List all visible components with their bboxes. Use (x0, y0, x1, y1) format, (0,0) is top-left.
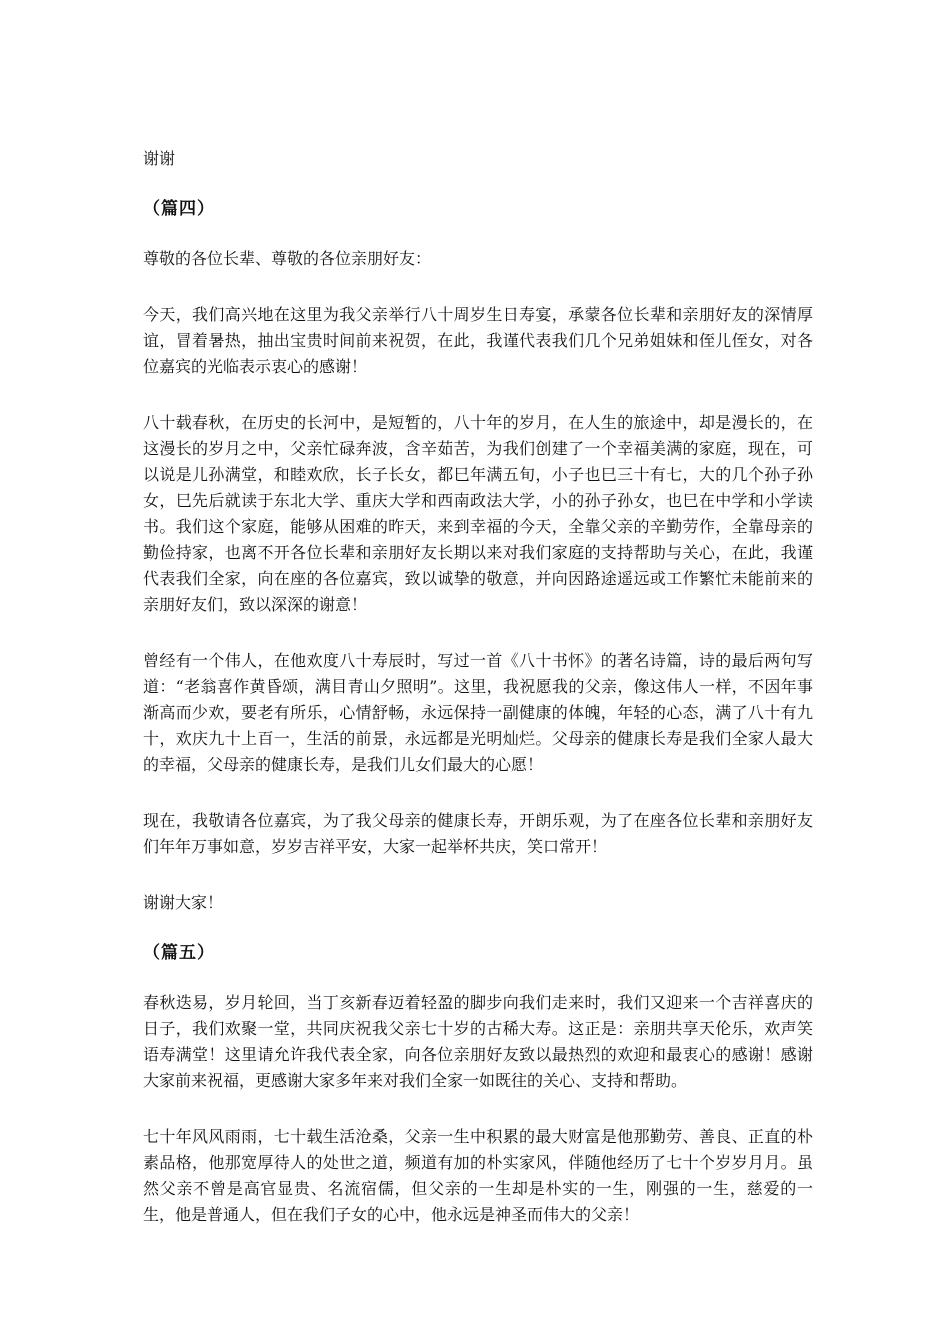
paragraph: 曾经有一个伟人，在他欢度八十寿辰时，写过一首《八十书怀》的著名诗篇，诗的最后两句写道：“老翁喜作黄昏颂，满目青山夕照明”。这里，我祝愿我的父亲，像这伟人一样，不因年事渐高而少欢，要老有所乐，心情舒畅，永远保持一副健康的体魄，年轻的心态，满了八十有九十，欢庆九十上百一，生活的前景，永远都是光明灿烂。父母亲的健康长寿是我们全家人最大的幸福，父母亲的健康长寿，是我们儿女们最大的心愿！ (143, 651, 813, 774)
paragraph: 现在，我敬请各位嘉宾，为了我父母亲的健康长寿，开朗乐观，为了在座各位长辈和亲朋好友们年年万事如意，岁岁吉祥平安，大家一起举杯共庆，笑口常开！ (143, 811, 813, 856)
salutation: 尊敬的各位长辈、尊敬的各位亲朋好友： (143, 249, 432, 268)
paragraph: 今天，我们高兴地在这里为我父亲举行八十周岁生日寿宴，承蒙各位长辈和亲朋好友的深情厚谊，冒着暑热，抽出宝贵时间前来祝贺，在此，我谨代表我们几个兄弟姐妹和侄儿侄女，对各位嘉宾的光临表示衷心的感谢！ (143, 305, 813, 376)
closing-thanks: 谢谢 (143, 149, 176, 168)
paragraph: 春秋迭易，岁月轮回，当丁亥新春迈着轻盈的脚步向我们走来时，我们又迎来一个吉祥喜庆的日子，我们欢聚一堂，共同庆祝我父亲七十岁的古稀大寿。这正是：亲朋共享天伦乐，欢声笑语寿满堂！这里请允许我代表全家，向各位亲朋好友致以最热烈的欢迎和最衷心的感谢！感谢大家前来祝福，更感谢大家多年来对我们全家一如既往的关心、支持和帮助。 (143, 993, 813, 1090)
section-heading-4: （篇四） (143, 199, 215, 219)
closing-thanks: 谢谢大家！ (143, 893, 224, 912)
section-heading-5: （篇五） (143, 943, 215, 963)
document-body (143, 146, 813, 1228)
paragraph: 七十年风风雨雨，七十载生活沧桑，父亲一生中积累的最大财富是他那勤劳、善良、正直的朴素品格，他那宽厚待人的处世之道，频道有加的朴实家风，伴随他经历了七十个岁岁月月。虽然父亲不曾是高官显贵、名流宿儒，但父亲的一生却是朴实的一生，刚强的一生，慈爱的一生，他是普通人，但在我们子女的心中，他永远是神圣而伟大的父亲！ (143, 1127, 813, 1224)
paragraph: 八十载春秋，在历史的长河中，是短暂的，八十年的岁月，在人生的旅途中，却是漫长的，在这漫长的岁月之中，父亲忙碌奔波，含辛茹苦，为我们创建了一个幸福美满的家庭，现在，可以说是儿孙满堂，和睦欢欣，长子长女，都巳年满五旬，小子也巳三十有七，大的几个孙子孙女，巳先后就读于东北大学、重庆大学和西南政法大学，小的孙子孙女，也巳在中学和小学读书。我们这个家庭，能够从困难的昨天，来到幸福的今天，全靠父亲的辛勤劳作，全靠母亲的勤俭持家，也离不开各位长辈和亲朋好友长期以来对我们家庭的支持帮助与关心，在此，我谨代表我们全家，向在座的各位嘉宾，致以诚挚的敬意，并向因路途遥远或工作繁忙未能前来的亲朋好友们，致以深深的谢意！ (143, 413, 813, 614)
